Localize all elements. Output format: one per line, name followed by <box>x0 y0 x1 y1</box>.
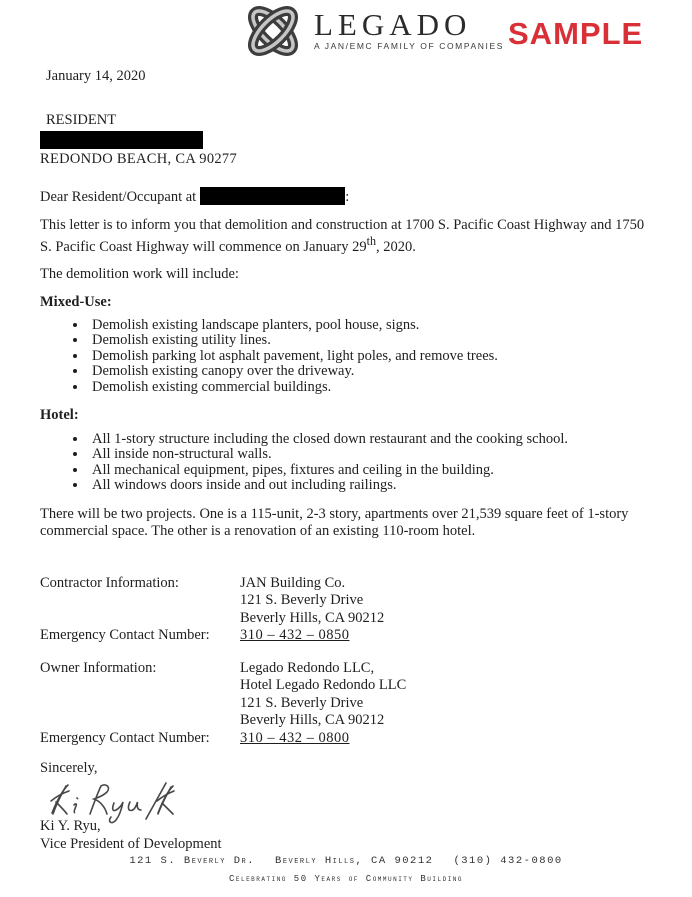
company-tagline: A JAN/EMC FAMILY OF COMPANIES <box>314 41 504 51</box>
letter-date: January 14, 2020 <box>46 68 146 84</box>
owner-emergency-label: Emergency Contact Number: <box>40 729 210 746</box>
contractor-street: 121 S. Beverly Drive <box>240 592 364 609</box>
footer-city: Beverly Hills, CA 90212 <box>275 855 434 867</box>
contractor-details <box>240 575 654 628</box>
sample-watermark: SAMPLE <box>508 16 644 51</box>
list-item: • Demolish parking lot asphalt pavement, light poles, and remove trees. <box>88 349 654 365</box>
list-item: • All windows doors inside and out including railings. <box>88 478 654 494</box>
signature-ki-ryu <box>42 780 654 818</box>
salutation-colon: : <box>345 189 350 206</box>
contractor-city: Beverly Hills, CA 90212 <box>240 609 385 626</box>
contractor-emergency-phone: 310 – 432 – 0850 <box>240 627 350 644</box>
closing: Sincerely, <box>40 760 98 777</box>
letter-footer <box>0 855 692 884</box>
section-heading-hotel: Hotel: <box>40 407 79 424</box>
owner-name-1: Legado Redondo LLC, <box>240 659 375 676</box>
list-item: • Demolish existing canopy over the driveway. <box>88 364 654 380</box>
salutation-text: Dear Resident/Occupant at <box>40 189 197 206</box>
list-item: • Demolish existing landscape planters, pool house, signs. <box>88 318 654 334</box>
list-item: • All mechanical equipment, pipes, fixtures and ceiling in the building. <box>88 463 654 479</box>
list-item: • Demolish existing utility lines. <box>88 333 654 349</box>
owner-details <box>240 660 654 730</box>
list-item: • All inside non-structural walls. <box>88 447 654 463</box>
owner-emergency-phone: 310 – 432 – 0800 <box>240 729 350 746</box>
letterhead <box>0 0 692 58</box>
salutation <box>40 187 654 206</box>
intro-paragraph <box>40 217 654 257</box>
redacted-street-address-bar <box>40 131 203 149</box>
footer-tagline: Celebrating 50 Years of Community Building <box>228 874 464 884</box>
signer-title: Vice President of Development <box>40 835 222 852</box>
owner-name-2: Hotel Legado Redondo LLC <box>240 677 407 694</box>
footer-address: 121 S. Beverly Dr. <box>129 855 256 867</box>
section-heading-mixed-use: Mixed-Use: <box>40 293 112 310</box>
list-item: • Demolish existing commercial buildings. <box>88 380 654 396</box>
footer-contact-line <box>0 855 692 867</box>
list-item: • All 1-story structure including the closed down restaurant and the cooking school. <box>88 432 654 448</box>
recipient-block <box>40 112 654 168</box>
intro-text-end: , 2020. <box>376 238 416 255</box>
footer-phone: (310) 432-0800 <box>453 855 563 867</box>
contractor-info-block <box>40 575 654 645</box>
contractor-name: JAN Building Co. <box>240 574 346 591</box>
mixed-use-list <box>40 318 654 396</box>
ordinal-suffix: th <box>366 233 376 248</box>
knot-logo-icon <box>237 2 309 65</box>
owner-city: Beverly Hills, CA 90212 <box>240 712 385 729</box>
letter-body <box>0 68 692 853</box>
contractor-label: Contractor Information: <box>40 574 179 591</box>
projects-paragraph: There will be two projects. One is a 115-unit, 2-3 story, apartments over 21,539 square feet of 1-story commercial space. The other is a renovation of an existing 110-room hotel. <box>40 505 629 540</box>
recipient-name: RESIDENT <box>46 112 117 129</box>
owner-info-block <box>40 660 654 748</box>
logo-text <box>314 2 504 51</box>
recipient-city: REDONDO BEACH, CA 90277 <box>40 150 238 167</box>
hotel-list <box>40 432 654 494</box>
contractor-emergency-label: Emergency Contact Number: <box>40 627 210 644</box>
company-name: LEGADO <box>314 7 472 42</box>
owner-street: 121 S. Beverly Drive <box>240 694 364 711</box>
owner-label: Owner Information: <box>40 659 157 676</box>
work-intro: The demolition work will include: <box>40 266 239 283</box>
intro-text: This letter is to inform you that demolition and construction at 1700 S. Pacific Coast Highway and 1750 S. Pacific Coast Highway will commence on January 29 <box>40 216 645 255</box>
redacted-address-inline-bar <box>200 187 345 205</box>
company-logo <box>237 2 504 65</box>
signer-name: Ki Y. Ryu, <box>40 817 101 834</box>
